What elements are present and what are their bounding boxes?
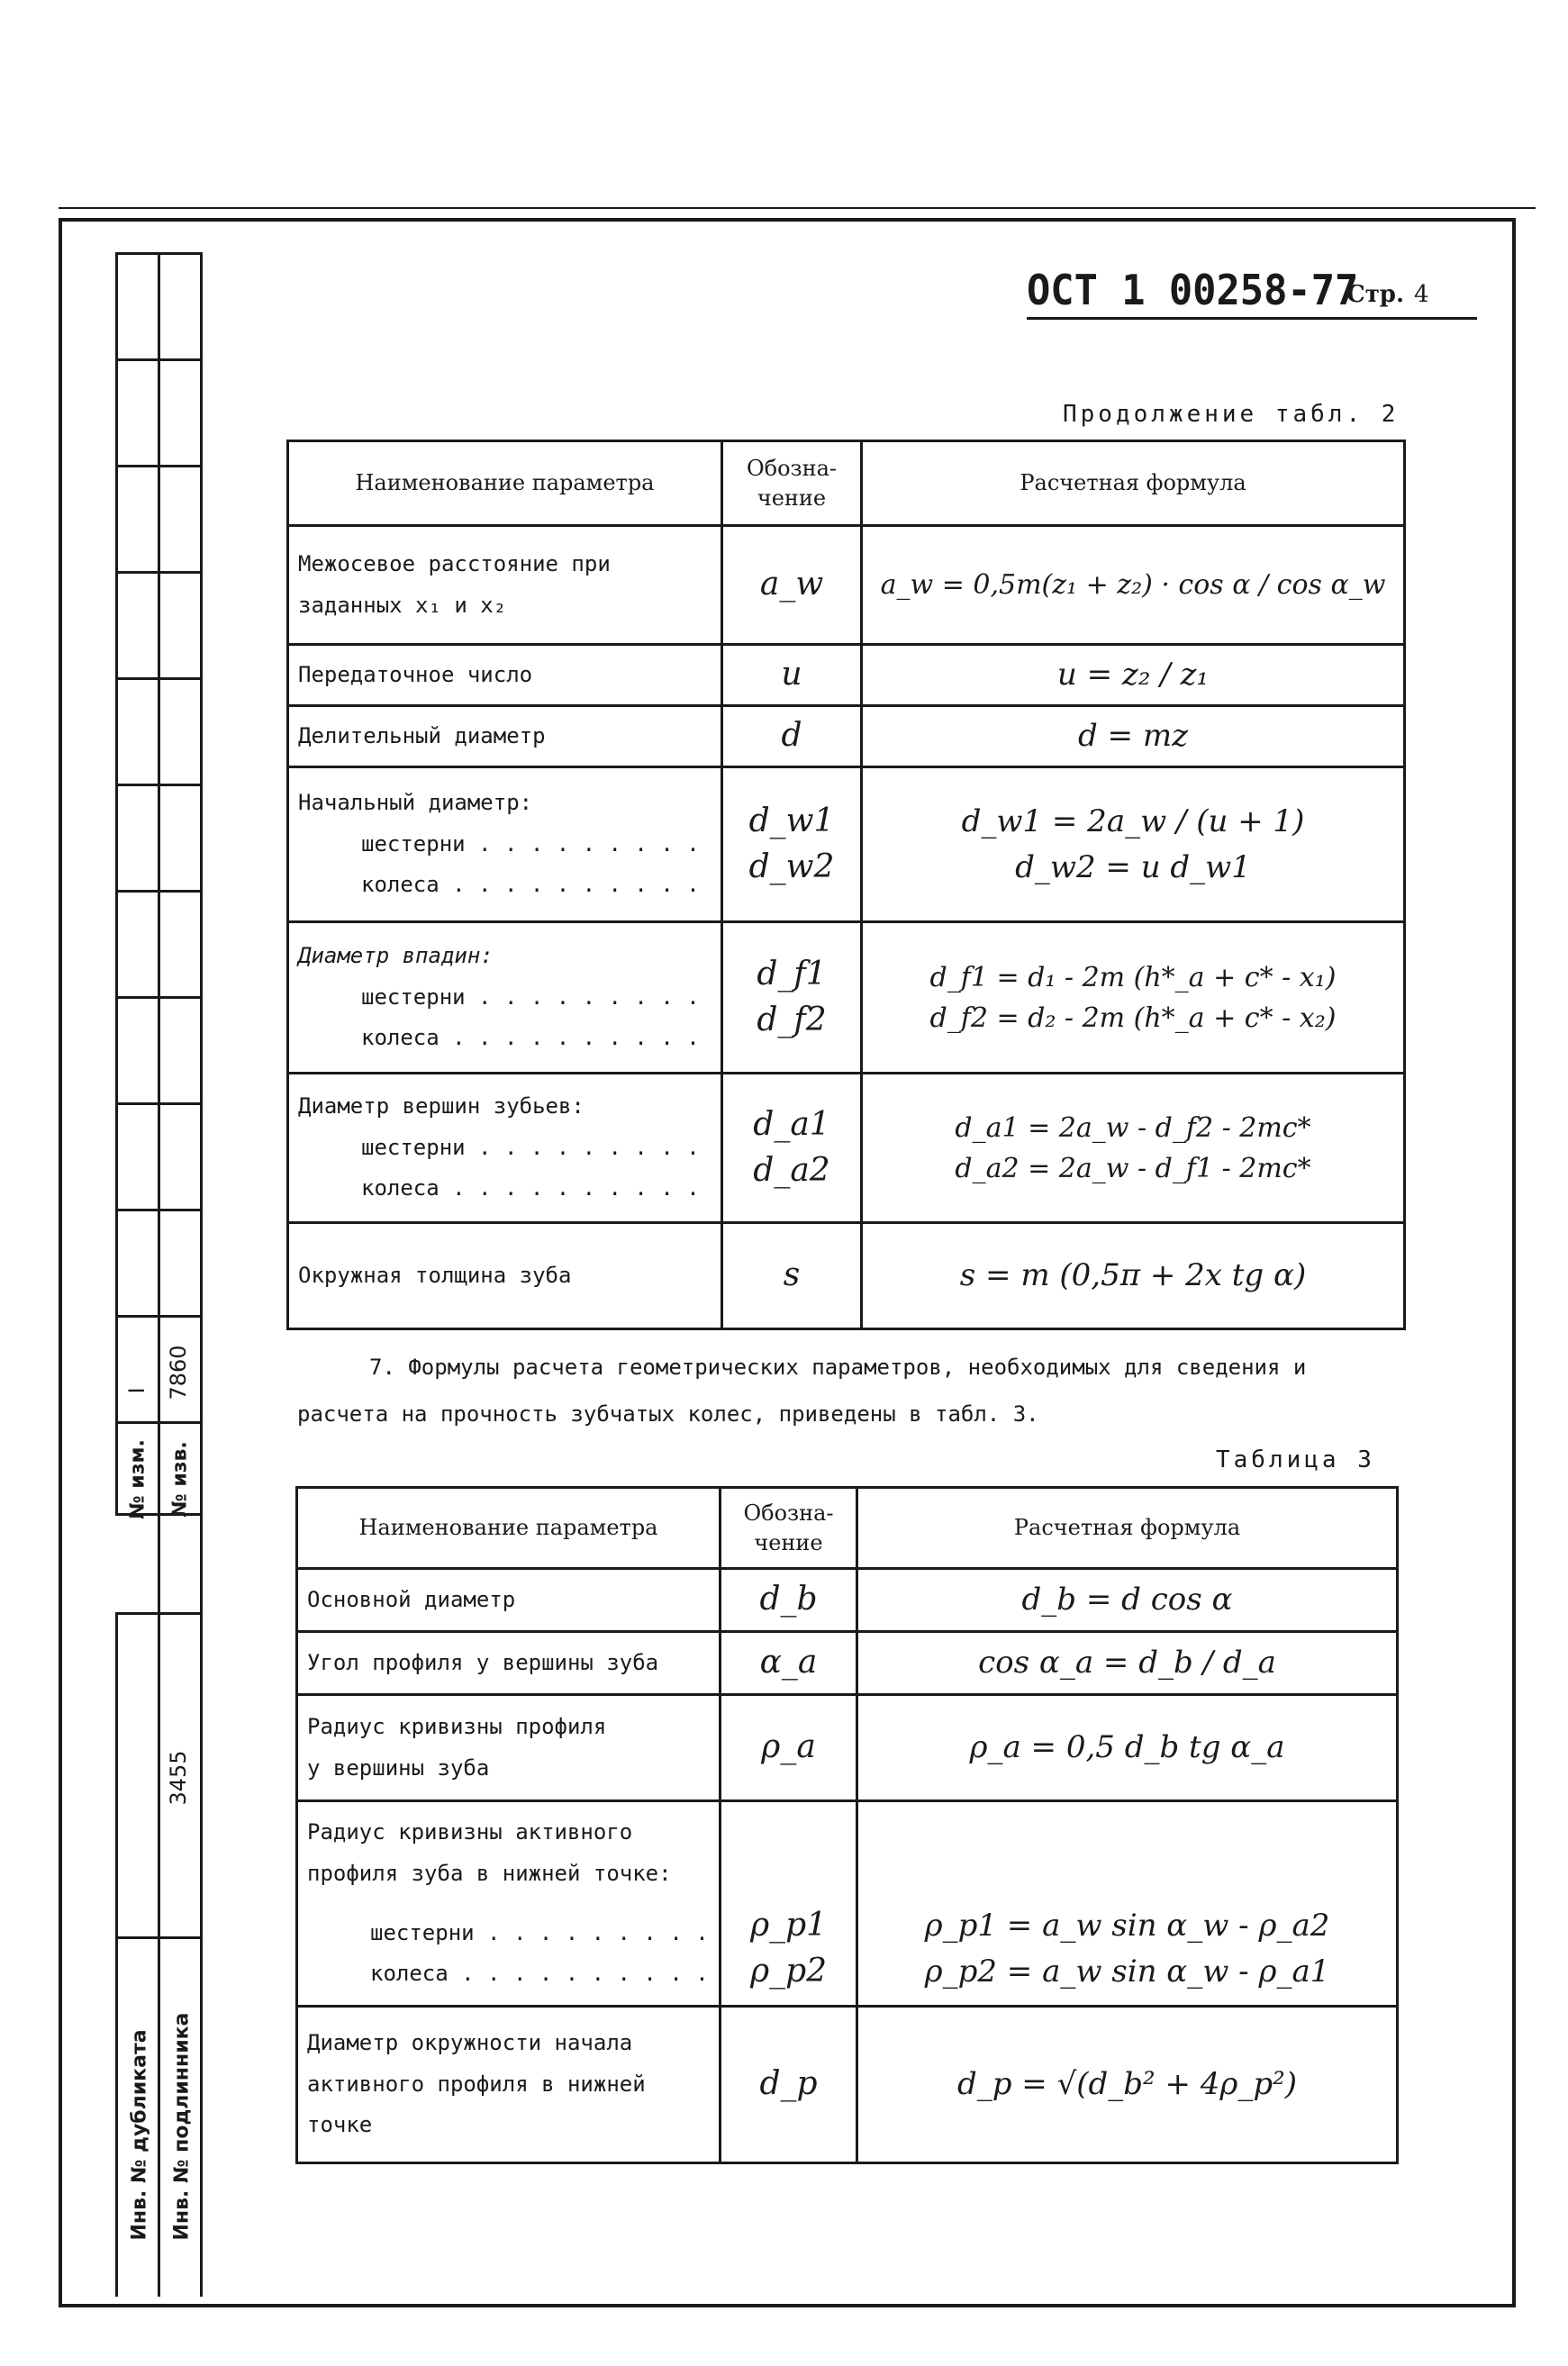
table2-header-name: Наименование параметра [288, 441, 722, 526]
table-row [297, 1801, 1398, 2007]
param-formula: cos α_a = d_b / d_a [857, 1632, 1398, 1695]
table-row [288, 645, 1405, 706]
param-symbol: a_w [722, 526, 862, 645]
param-symbol: u [722, 645, 862, 706]
param-formula: s = m (0,5π + 2x tg α) [862, 1223, 1405, 1329]
param-formula: d_w1 = 2a_w / (u + 1) d_w2 = u d_w1 [862, 767, 1405, 922]
param-name: Радиус кривизны активного профиля зуба в нижней точке: шестерни . . . . . . . . . колеса . . . . . . . . . . [297, 1801, 721, 2007]
param-name: Начальный диаметр: шестерни . . . . . . . . . колеса . . . . . . . . . . [288, 767, 722, 922]
param-symbol: d_w1 d_w2 [722, 767, 862, 922]
table2-caption: Продолжение табл. 2 [1063, 401, 1400, 428]
stamp-row [115, 358, 201, 361]
table3-header-name: Наименование параметра [297, 1488, 721, 1569]
stamp-col-line-1 [115, 252, 118, 1513]
document-code: ОСТ 1 00258-77 [1027, 266, 1359, 314]
table3-header-row [297, 1488, 1398, 1569]
header-underline [1027, 317, 1477, 320]
param-symbol: ρ_p1 ρ_p2 [721, 1801, 857, 2007]
param-name: Делительный диаметр [288, 706, 722, 767]
param-formula: d = mz [862, 706, 1405, 767]
stamp-row [115, 252, 201, 255]
stamp-row [115, 784, 201, 786]
table-row [288, 706, 1405, 767]
table-row [297, 1569, 1398, 1632]
top-rule [59, 207, 1536, 209]
stamp-row [115, 1102, 201, 1105]
change-no-value: I [124, 1387, 150, 1394]
stamp-row [115, 571, 201, 574]
table3-header-symbol: Обозна- чение [721, 1488, 857, 1569]
stamp-row [115, 1315, 201, 1318]
table3 [295, 1486, 1399, 2164]
param-symbol: d_f1 d_f2 [722, 922, 862, 1074]
table2-header-formula: Расчетная формула [862, 441, 1405, 526]
stamp-row [115, 1612, 201, 1615]
change-no-label: № изм. [126, 1439, 150, 1519]
table2-header-row [288, 441, 1405, 526]
param-symbol: ρ_a [721, 1695, 857, 1801]
param-name: Угол профиля у вершины зуба [297, 1632, 721, 1695]
page-label: Стр. [1346, 281, 1405, 308]
stamp-row [115, 465, 201, 467]
stamp-row [115, 677, 201, 680]
table-row [288, 1223, 1405, 1329]
param-formula: a_w = 0,5m(z₁ + z₂) · cos α / cos α_w [862, 526, 1405, 645]
table-row [288, 922, 1405, 1074]
param-symbol: s [722, 1223, 862, 1329]
stamp-row [115, 1421, 201, 1424]
param-symbol: d_b [721, 1569, 857, 1632]
stamp-col-line-3 [200, 252, 203, 2297]
stamp-row [115, 1209, 201, 1211]
paragraph-7: 7. Формулы расчета геометрических параметров, необходимых для сведения и расчета на прочность зубчатых колес, приведены в табл. 3. [297, 1355, 1307, 1427]
stamp-row [115, 890, 201, 893]
stamp-col-line-2 [158, 252, 160, 2297]
duplicate-inv-label: Инв. № дубликата [128, 2029, 151, 2241]
param-name: Передаточное число [288, 645, 722, 706]
notice-no-label: № изв. [168, 1441, 192, 1518]
original-inv-no: 3455 [166, 1750, 191, 1806]
stamp-row [115, 1936, 201, 1939]
param-formula: d_f1 = d₁ - 2m (h*_a + c* - x₁) d_f2 = d₂ - 2m (h*_a + c* - x₂) [862, 922, 1405, 1074]
table3-header-formula: Расчетная формула [857, 1488, 1398, 1569]
param-formula: u = z₂ / z₁ [862, 645, 1405, 706]
original-inv-label: Инв. № подлинника [170, 2012, 194, 2241]
param-symbol: d_a1 d_a2 [722, 1074, 862, 1223]
table2-header-symbol: Обозна- чение [722, 441, 862, 526]
param-symbol: d [722, 706, 862, 767]
stamp-col-line-1b [115, 1612, 118, 2297]
table3-caption: Таблица 3 [1216, 1446, 1375, 1473]
table-row [288, 1074, 1405, 1223]
param-name: Межосевое расстояние при заданных x₁ и x₂ [288, 526, 722, 645]
param-formula: ρ_p1 = a_w sin α_w - ρ_a2 ρ_p2 = a_w sin α_w - ρ_a1 [857, 1801, 1398, 2007]
table-row [297, 1632, 1398, 1695]
param-name: Основной диаметр [297, 1569, 721, 1632]
param-formula: ρ_a = 0,5 d_b tg α_a [857, 1695, 1398, 1801]
param-formula: d_a1 = 2a_w - d_f2 - 2mc* d_a2 = 2a_w - d_f1 - 2mc* [862, 1074, 1405, 1223]
param-name: Радиус кривизны профиля у вершины зуба [297, 1695, 721, 1801]
page-number: 4 [1414, 281, 1429, 308]
table-row [288, 526, 1405, 645]
param-name: Окружная толщина зуба [288, 1223, 722, 1329]
param-name: Диаметр окружности начала активного профиля в нижней точке [297, 2007, 721, 2163]
table-row [297, 1695, 1398, 1801]
table2 [286, 440, 1406, 1330]
stamp-row [115, 996, 201, 999]
notice-no-value: 7860 [166, 1345, 191, 1401]
param-symbol: α_a [721, 1632, 857, 1695]
param-formula: d_b = d cos α [857, 1569, 1398, 1632]
param-name: Диаметр впадин: шестерни . . . . . . . . . колеса . . . . . . . . . . [288, 922, 722, 1074]
table-row [297, 2007, 1398, 2163]
param-name: Диаметр вершин зубьев: шестерни . . . . . . . . . колеса . . . . . . . . . . [288, 1074, 722, 1223]
param-formula: d_p = √(d_b² + 4ρ_p²) [857, 2007, 1398, 2163]
param-symbol: d_p [721, 2007, 857, 2163]
table-row [288, 767, 1405, 922]
